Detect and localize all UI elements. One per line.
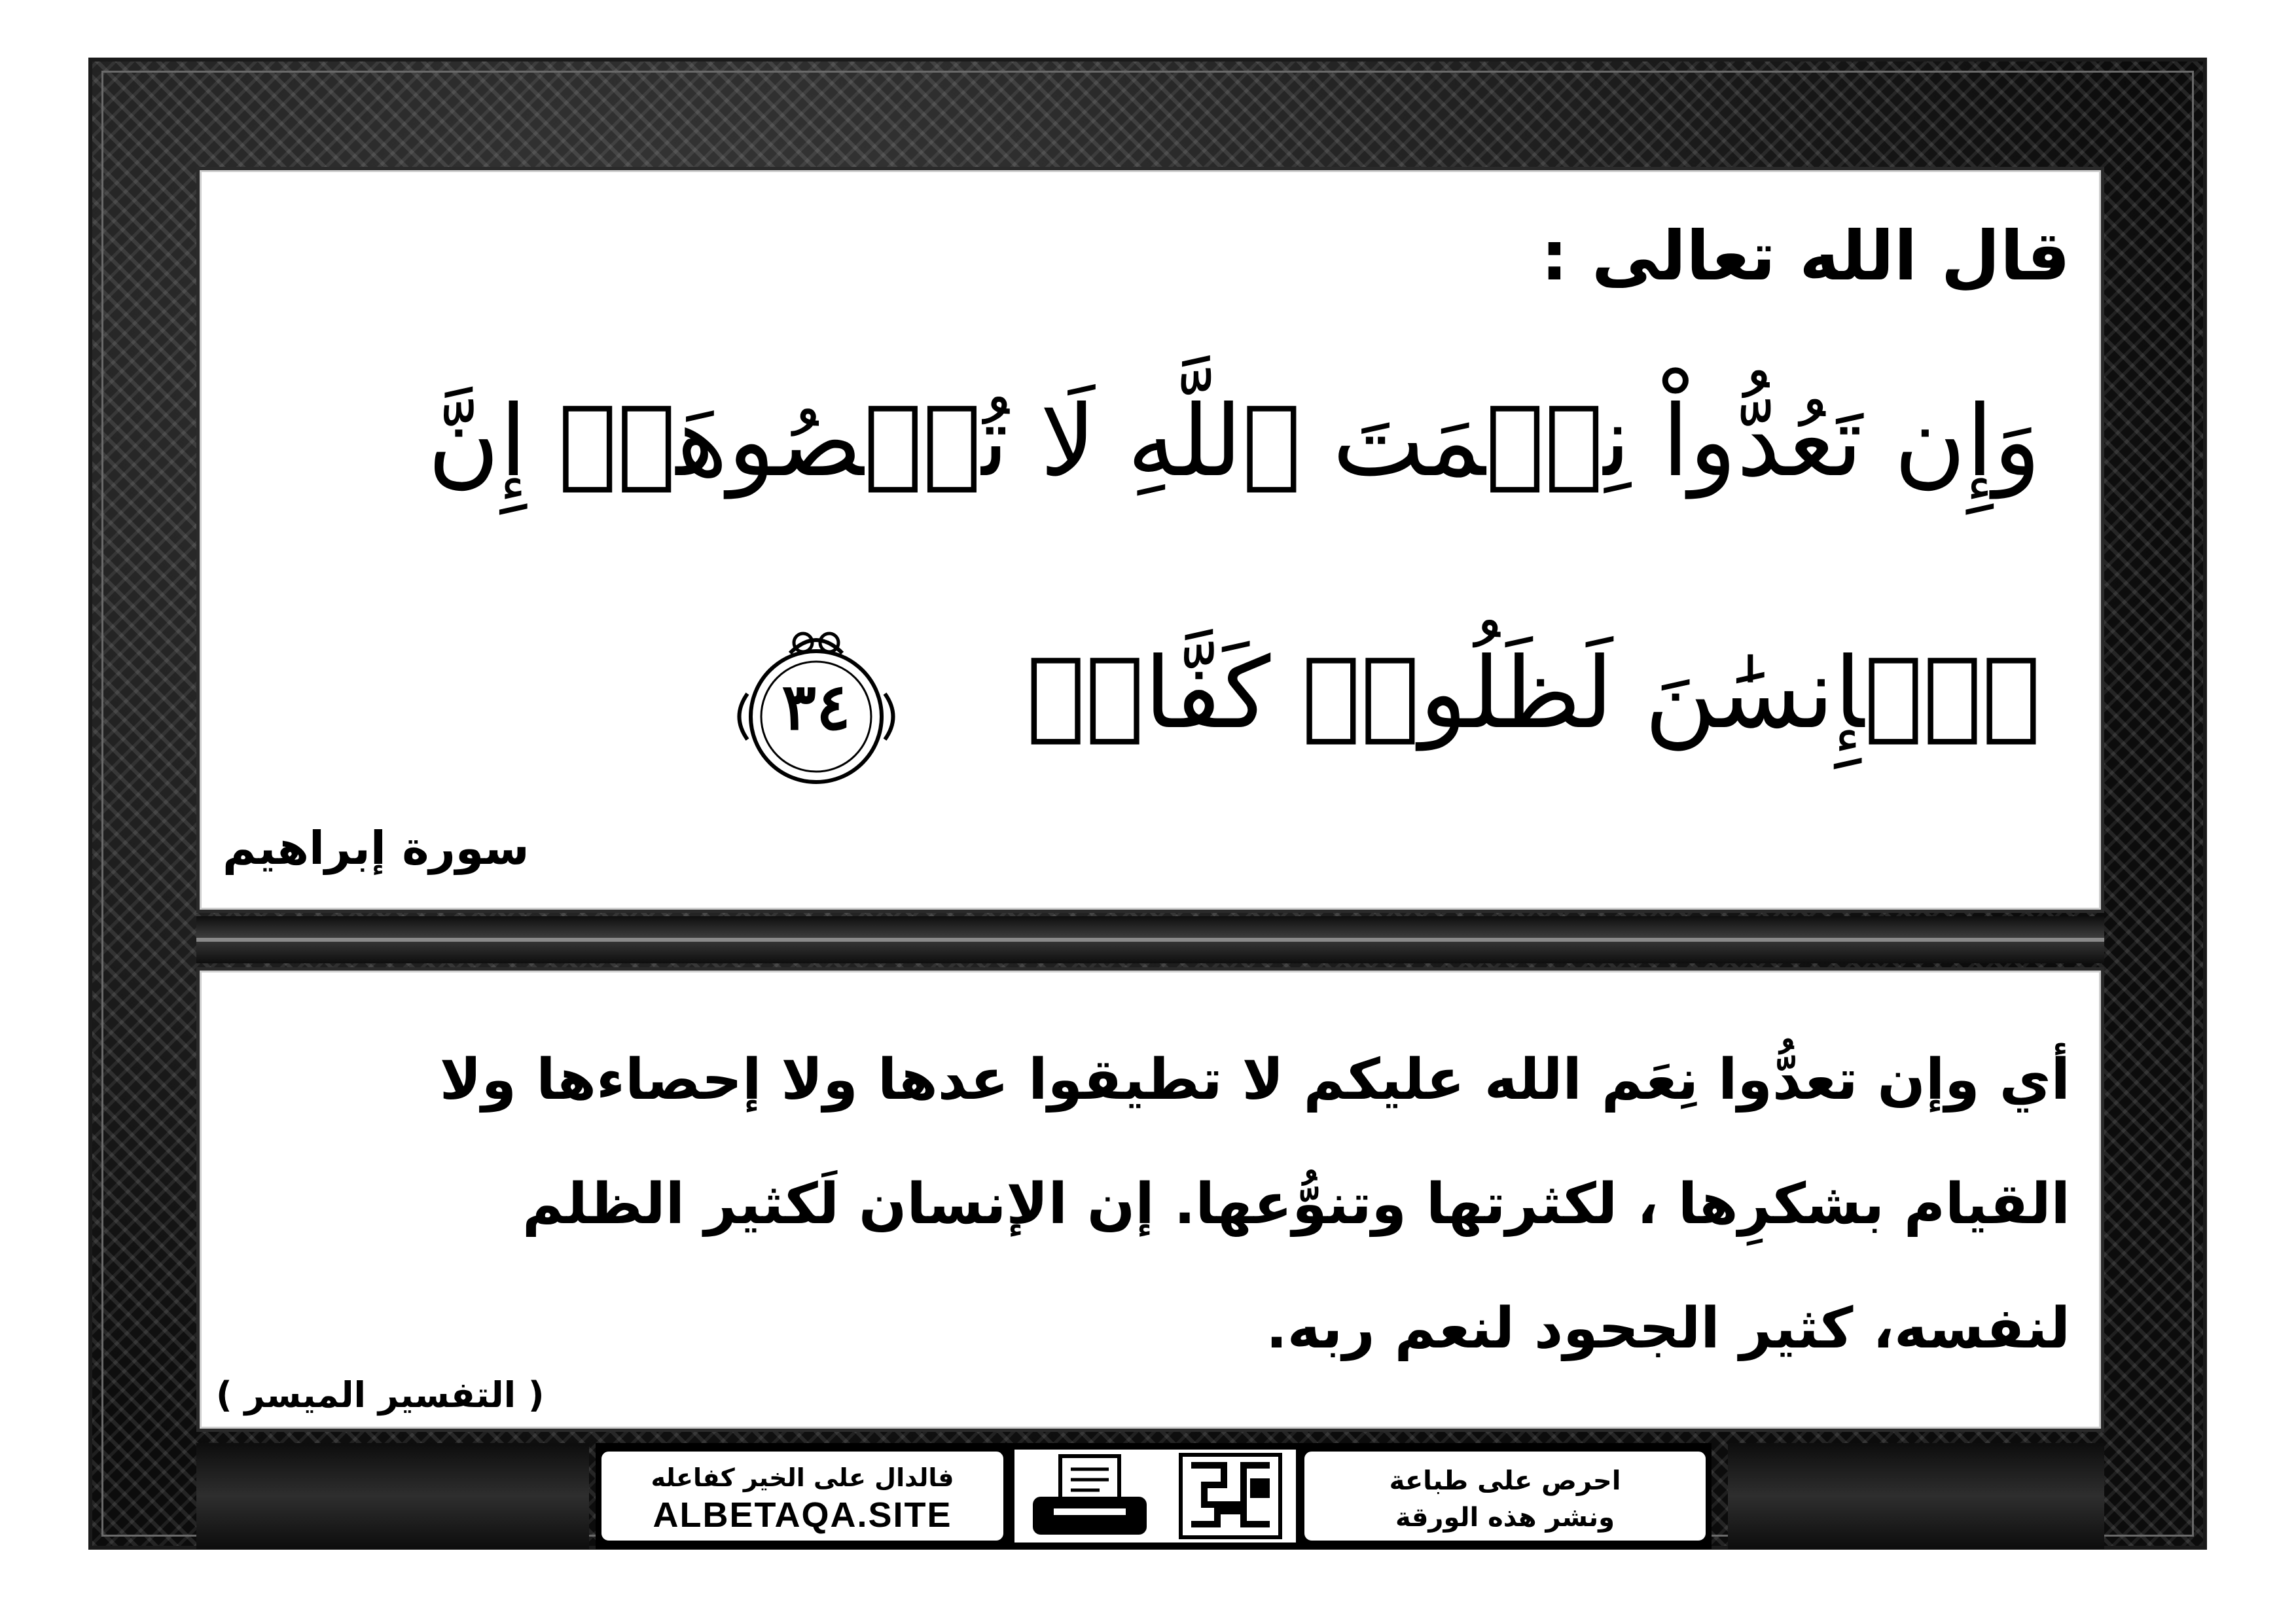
tafsir-line-2: القيام بشكرِها ، لكثرتها وتنوُّعها. إن الإنسان لَكثير الظلم xyxy=(522,1171,2070,1237)
print-reminder-line-1: احرص على طباعة xyxy=(1389,1466,1621,1496)
footer-icons xyxy=(1014,1450,1296,1543)
verse-line-1: وَإِن تَعُدُّواْ نِعۡمَتَ ٱللَّهِ لَا تُحۡصُوهَآۗ إِنَّ xyxy=(427,385,2041,499)
tafsir-line-3: لنفسه، كثير الجحود لنعم ربه. xyxy=(1266,1296,2070,1361)
intro-heading: قال الله تعالى : xyxy=(1541,216,2070,296)
printer-icon xyxy=(1028,1454,1152,1539)
footer-frame-right xyxy=(1728,1443,2104,1549)
footer-frame-left xyxy=(196,1443,589,1549)
print-reminder-line-2: ونشر هذه الورقة xyxy=(1395,1503,1615,1533)
footer-bar xyxy=(596,1443,1712,1549)
site-box[interactable] xyxy=(600,1450,1005,1543)
site-tagline: فالدال على الخير كفاعله xyxy=(651,1463,954,1492)
panel-divider xyxy=(196,916,2104,963)
dawah-logo-icon xyxy=(1178,1452,1283,1540)
site-url[interactable]: ALBETAQA.SITE xyxy=(653,1495,952,1535)
surah-name: سورة إبراهيم xyxy=(223,821,529,875)
tafsir-source: ( التفسير الميسر ) xyxy=(216,1374,545,1416)
print-reminder-box xyxy=(1302,1450,1708,1543)
tafsir-line-1: أي وإن تعدُّوا نِعَم الله عليكم لا تطيقوا عدها ولا إحصاءها ولا xyxy=(439,1047,2070,1113)
verse-line-2: ٱلۡإِنسَٰنَ لَظَلُومٞ كَفَّارٞ xyxy=(1026,637,2041,751)
ayah-number: ٣٤ xyxy=(781,669,851,745)
